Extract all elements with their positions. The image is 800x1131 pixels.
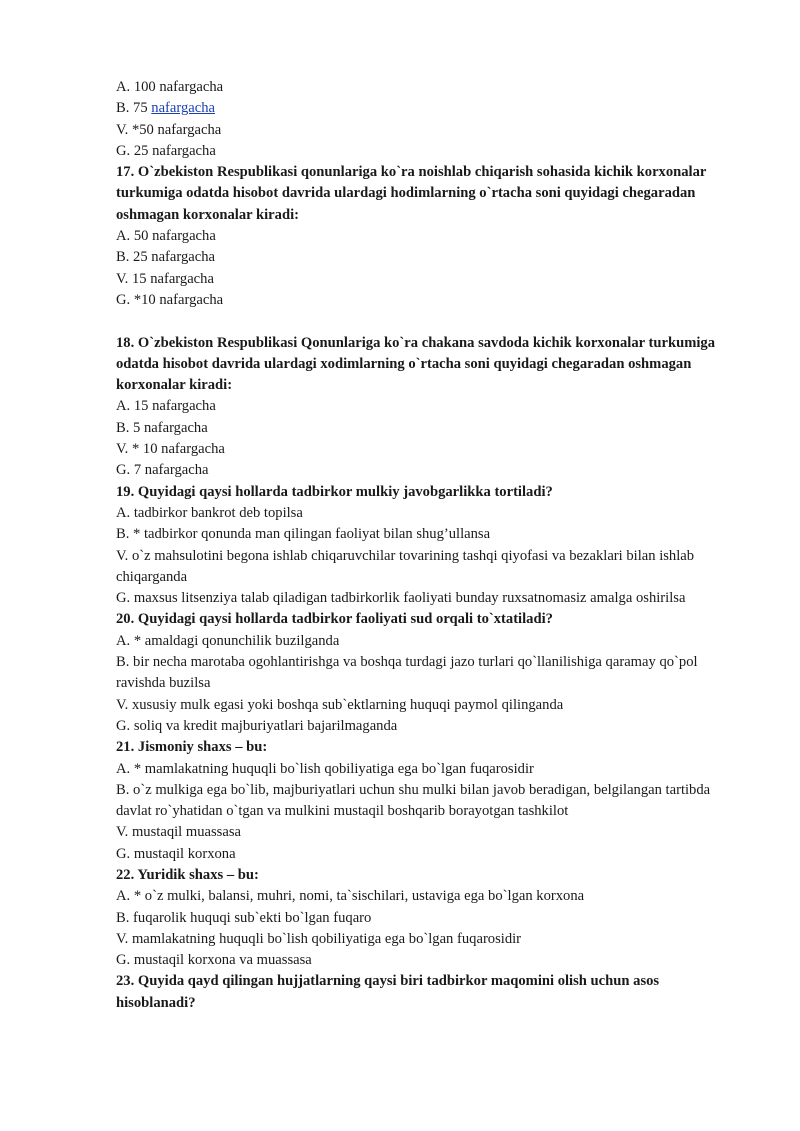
option-line: A. * mamlakatning huquqli bo`lish qobiliyatiga ega bo`lgan fuqarosidir xyxy=(116,760,534,777)
option-prefix: B. 75 xyxy=(116,100,152,117)
question-heading: 17. O`zbekiston Respublikasi qonunlariga ko`ra noishlab chiqarish sohasida kichik korxonalar turkumiga odatda hisobot davrida ulardagi hodimlarning o`rtacha soni quyidagi chegaradan oshmagan korxonalar kiradi: xyxy=(116,164,707,223)
option-line: V. xususiy mulk egasi yoki boshqa sub`ektlarning huquqi paymol qilinganda xyxy=(116,696,564,713)
option-line: B. * tadbirkor qonunda man qilingan faoliyat bilan shug’ullansa xyxy=(116,526,491,543)
option-line: B. o`z mulkiga ega bo`lib, majburiyatlari uchun shu mulki bilan javob beradigan, belgilangan tartibda davlat ro`yhatidan o`tgan va mulkini mustaqil boshqarib borayotgan tashkilot xyxy=(116,781,711,820)
option-line: G. maxsus litsenziya talab qiladigan tadbirkorlik faoliyati bunday ruxsatnomasiz amalga oshirilsa xyxy=(116,590,686,607)
option-line: B. 5 nafargacha xyxy=(116,419,208,436)
option-line: V. mustaqil muassasa xyxy=(116,824,241,841)
option-line: A. * o`z mulki, balansi, muhri, nomi, ta`sischilari, ustaviga ega bo`lgan korxona xyxy=(116,888,585,905)
question-heading: 20. Quyidagi qaysi hollarda tadbirkor faoliyati sud orqali to`xtatiladi? xyxy=(116,611,553,628)
option-line: A. tadbirkor bankrot deb topilsa xyxy=(116,504,303,521)
option-line: B. 25 nafargacha xyxy=(116,249,216,266)
option-line xyxy=(116,98,726,119)
option-line: V. *50 nafargacha xyxy=(116,121,222,138)
option-line: G. *10 nafargacha xyxy=(116,291,224,308)
option-line: G. 7 nafargacha xyxy=(116,462,209,479)
question-heading: 22. Yuridik shaxs – bu: xyxy=(116,866,259,883)
option-line: B. bir necha marotaba ogohlantirishga va boshqa turdagi jazo turlari qo`llanilishiga qaramay qo`pol ravishda buzilsa xyxy=(116,654,698,692)
option-line: A. * amaldagi qonunchilik buzilganda xyxy=(116,632,340,649)
option-line: V. o`z mahsulotini begona ishlab chiqaruvchilar tovarining tashqi qiyofasi va bezaklari bilan ishlab chiqarganda xyxy=(116,547,695,585)
option-line: A. 100 nafargacha xyxy=(116,79,224,95)
option-line: A. 15 nafargacha xyxy=(116,398,216,415)
option-line: V. * 10 nafargacha xyxy=(116,441,225,458)
option-line: G. 25 nafargacha xyxy=(116,142,216,159)
option-line: G. soliq va kredit majburiyatlari bajarilmaganda xyxy=(116,717,398,734)
document-page xyxy=(116,77,726,1014)
option-line: B. fuqarolik huquqi sub`ekti bo`lgan fuqaro xyxy=(116,909,372,926)
option-line: V. 15 nafargacha xyxy=(116,270,214,287)
option-line: G. mustaqil korxona va muassasa xyxy=(116,952,312,969)
option-link[interactable]: nafargacha xyxy=(151,100,216,117)
question-heading: 23. Quyida qayd qilingan hujjatlarning qaysi biri tadbirkor maqomini olish uchun asos hisoblanadi? xyxy=(116,973,660,1011)
blank-line xyxy=(116,311,726,332)
option-line: V. mamlakatning huquqli bo`lish qobiliyatiga ega bo`lgan fuqarosidir xyxy=(116,930,522,947)
option-line: A. 50 nafargacha xyxy=(116,228,216,245)
question-heading: 21. Jismoniy shaxs – bu: xyxy=(116,739,268,756)
question-heading: 18. O`zbekiston Respublikasi Qonunlariga ko`ra chakana savdoda kichik korxonalar turkumiga odatda hisobot davrida ulardagi xodimlarning o`rtacha soni quyidagi chegaradan oshmagan korxonalar kiradi: xyxy=(116,334,716,394)
question-heading: 19. Quyidagi qaysi hollarda tadbirkor mulkiy javobgarlikka tortiladi? xyxy=(116,483,553,500)
option-line: G. mustaqil korxona xyxy=(116,845,236,862)
